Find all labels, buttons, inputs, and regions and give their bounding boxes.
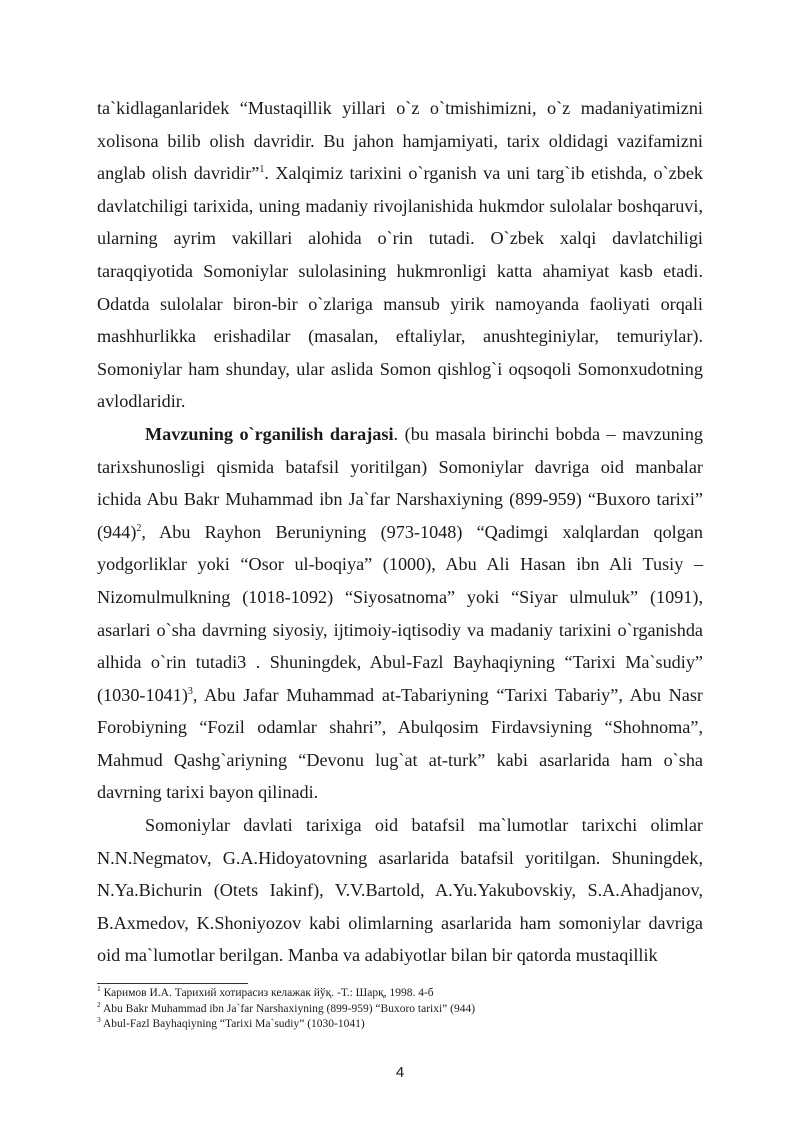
footnote-separator [97, 983, 248, 984]
footnote-3 [97, 1017, 703, 1033]
footnote-text: Abul-Fazl Bayhaqiyning “Tarixi Ma`sudiy” (1030-1041) [100, 1018, 365, 1031]
paragraph-3-text: Somoniylar davlati tarixiga oid batafsil ma`lumotlar tarixchi olimlar N.N.Negmatov, G.A.Hidoyatovning asarlarida batafsil yoritilgan. Shuningdek, N.Ya.Bichurin (Otets Iakinf), V.V.Bartold, A.Yu.Yakubovskiy, S.A.Ahadjanov, B.Axmedov, K.Shoniyozov kabi olimlarning asarlarida ham somoniylar davriga oid ma`lumotlar berilgan. Manba va adabiyotlar bilan bir qatorda mustaqillik [97, 815, 703, 966]
footnotes [97, 986, 703, 1033]
paragraph-1-text-b: . Xalqimiz tarixini o`rganish va uni targ`ib etishda, o`zbek davlatchiligi tarixida, uning madaniy rivojlanishida hukmdor sulolalar boshqaruvi, ularning ayrim vakillari alohida o`rin tutadi. O`zbek xalqi davlatchiligi taraqqiyotida Somoniylar sulolasining hukmronligi katta ahamiyat kasb etadi. Odatda sulolalar biron-bir o`zlariga mansub yirik namoyanda faoliyati orqali mashhurlikka erishadilar (masalan, eftaliylar, anushteginiylar, temuriylar). Somoniylar ham shunday, ular aslida Somon qishlog`i oqsoqoli Somonxudotning avlodlaridir. [97, 163, 703, 412]
footnote-ref-2[interactable]: 2 [136, 522, 142, 534]
body-text [97, 92, 703, 972]
paragraph-1 [97, 92, 703, 418]
page-number: 4 [395, 1064, 405, 1081]
paragraph-2 [97, 418, 703, 809]
footnote-number: 2 [97, 999, 101, 1009]
footnote-text: Abu Bakr Muhammad ibn Ja`far Narshaxiyning (899-959) “Buxoro tarixi” (944) [100, 1002, 476, 1015]
footnote-number: 3 [97, 1015, 101, 1025]
paragraph-2-text-a: . (bu masala birinchi bobda – mavzuning tarixshunosligi qismida batafsil yoritilgan) Somoniylar davriga oid manbalar ichida Abu Bakr Muhammad ibn Ja`far Narshaxiyning (899-959) “Buxoro tarixi” (944) [97, 423, 704, 542]
footnote-2 [97, 999, 703, 1018]
footnote-ref-1[interactable]: 1 [259, 164, 265, 176]
paragraph-2-text-b: , Abu Rayhon Beruniyning (973-1048) “Qadimgi xalqlardan qolgan yodgorliklar yoki “Osor ul-boqiya” (1000), Abu Ali Hasan ibn Ali Tusiy – Nizomulmulkning (1018-1092) “Siyosatnoma” yoki “Siyar ulmuluk” (1091), asarlari o`sha davrning siyosiy, ijtimoiy-iqtisodiy va madaniy tarixini o`rganishda alhida o`rin tutadi3 . Shuningdek, Abul-Fazl Bayhaqiyning “Tarixi Ma`sudiy” (1030-1041) [97, 521, 703, 705]
paragraph-2-text-c: , Abu Jafar Muhammad at-Tabariyning “Tarixi Tabariy”, Abu Nasr Forobiyning “Fozil odamlar shahri”, Abulqosim Firdavsiyning “Shohnoma”, Mahmud Qashg`ariyning “Devonu lug`at at-turk” kabi asarlarida ham o`sha davrning tarixi bayon qilinadi. [97, 684, 703, 803]
footnote-ref-3[interactable]: 3 [187, 685, 193, 697]
footnote-number: 1 [97, 984, 101, 994]
section-heading-inline: Mavzuning o`rganilish darajasi [145, 423, 394, 444]
paragraph-1-text-a: ta`kidlaganlaridek “Mustaqillik yillari o`z o`tmishimizni, o`z madaniyatimizni xolisona bilib olish davridir. Bu jahon hamjamiyati, tarix oldidagi vazifamizni anglab olish davridir” [97, 98, 703, 184]
footnote-1 [97, 986, 703, 1002]
paragraph-3 [97, 809, 703, 972]
footnote-text: Каримов И.А. Тарихий хотирасиз келажак йўқ. -Т.: Шарқ, 1998. 4-б [100, 987, 434, 999]
